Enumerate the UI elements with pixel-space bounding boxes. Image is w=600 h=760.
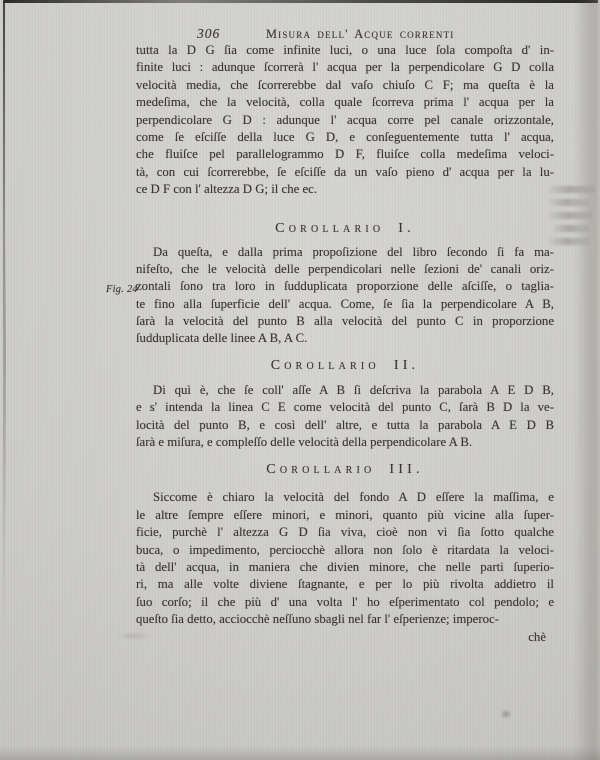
paragraph	[136, 489, 554, 628]
section-heading: Corollario III.	[266, 462, 424, 478]
paragraph	[136, 382, 554, 452]
section-heading: Corollario I.	[275, 220, 415, 236]
text-line: ſuo corſo; il che più d' una volta l' ho eſperimentato col pendolo; e	[136, 594, 554, 609]
text-line: che fluiſce pel parallelogrammo D F, fluiſce colla medeſima veloci-	[136, 147, 554, 162]
text-line: zontali ſono tra loro in ſudduplicata proporzione delle aſciſſe, o taglia-	[136, 279, 554, 294]
show-through-line	[549, 238, 590, 245]
page-number: 306	[197, 26, 221, 41]
page-right-edge-shadow	[574, 0, 600, 760]
text-line: ſudduplicata delle linee A B, A C.	[136, 331, 308, 346]
text-line: ſarà la velocità del punto B alla velocità del punto C in proporzione	[136, 314, 554, 329]
text-line: le altre ſempre eſſere minori, e minori, quanto più vicine alla ſuper-	[136, 507, 554, 522]
text-body	[136, 42, 554, 646]
text-line: nifeſto, che le velocità delle perpendicolari nelle ſezioni de' canali oriz-	[136, 261, 554, 276]
text-line: Di quì è, che ſe coll' aſſe A B ſi deſcriva la parabola A E D B,	[153, 382, 554, 397]
catchword-row	[136, 629, 554, 646]
show-through-line	[549, 186, 595, 193]
text-line: ce D F con l' altezza D G; il che ec.	[136, 182, 318, 197]
running-title: Misura dell' Acque correnti	[266, 27, 455, 41]
show-through-line	[549, 199, 589, 206]
text-line: finite luci : adunque ſcorrerà l' acqua per la perpendicolare G D colla	[136, 60, 554, 75]
page-left-edge-shadow-2	[5, 230, 6, 530]
text-line: come ſe eſciſſe della luce G D, e conſeguentemente tutta l' acqua,	[136, 129, 554, 144]
text-line: Siccome è chiaro la velocità del fondo A D eſſere la maſſima, e	[153, 490, 554, 505]
page-bottom-edge-shadow	[0, 746, 600, 760]
ink-smudge	[498, 708, 514, 720]
paragraph	[136, 42, 554, 199]
reverse-side-show-through	[549, 186, 595, 251]
page-top-edge-shadow	[3, 0, 598, 3]
text-line: ſarà e miſura, e compleſſo delle velocità della perpendicolare A B.	[136, 435, 473, 450]
show-through-line	[553, 225, 590, 232]
text-line: tà, con cui ſcorrerebbe, ſe eſciſſe da un vaſo pieno d' acqua per la lu-	[136, 164, 554, 179]
text-line: ri, ma alle volte diviene ſtagnante, e per lo più rivolta addietro il	[136, 577, 554, 592]
text-line: medeſima, che la velocità, colla quale ſcorreva prima l' acqua per la	[136, 95, 554, 110]
section-heading: Corollario II.	[270, 357, 420, 373]
figure-margin-note: Fig. 24	[106, 284, 138, 295]
paragraph	[136, 244, 554, 348]
catchword: chè	[528, 629, 546, 644]
text-line: locità del punto B, e così dell' altre, e tutta la parabola A E D B	[136, 417, 554, 432]
text-line: tutta la D G ſia come infinite luci, o una luce ſola compoſta d' in-	[136, 43, 554, 57]
text-line: buca, o impedimento, perciocchè allora non ſolo è ritardata la veloci-	[136, 542, 554, 557]
text-line: tà dell' acqua, in maniera che divien minore, che nelle parti ſuperio-	[136, 559, 554, 574]
text-line: queſto ſia detto, acciocchè neſſuno sbagli nel far l' eſperienze; imperoc-	[136, 612, 499, 627]
text-line: Da queſta, e dalla prima propoſizione del libro ſecondo ſi fa ma-	[153, 244, 554, 259]
show-through-line	[549, 212, 593, 219]
text-line: ficie, purchè l' altezza G D ſia viva, cioè non vi ſia ſotto qualche	[136, 525, 554, 540]
text-line: te fino alla ſuperficie dell' acqua. Come, ſe ſia la perpendicolare A B,	[136, 296, 554, 311]
text-line: velocità media, che ſcorrerebbe dal vaſo chiuſo C F; ma queſta è la	[136, 77, 554, 92]
text-line: perpendicolare G D : adunque l' acqua corre pel canale orizzontale,	[136, 112, 554, 127]
text-line: e s' intenda la linea C E come velocità del punto C, ſarà B D la ve-	[136, 400, 554, 415]
